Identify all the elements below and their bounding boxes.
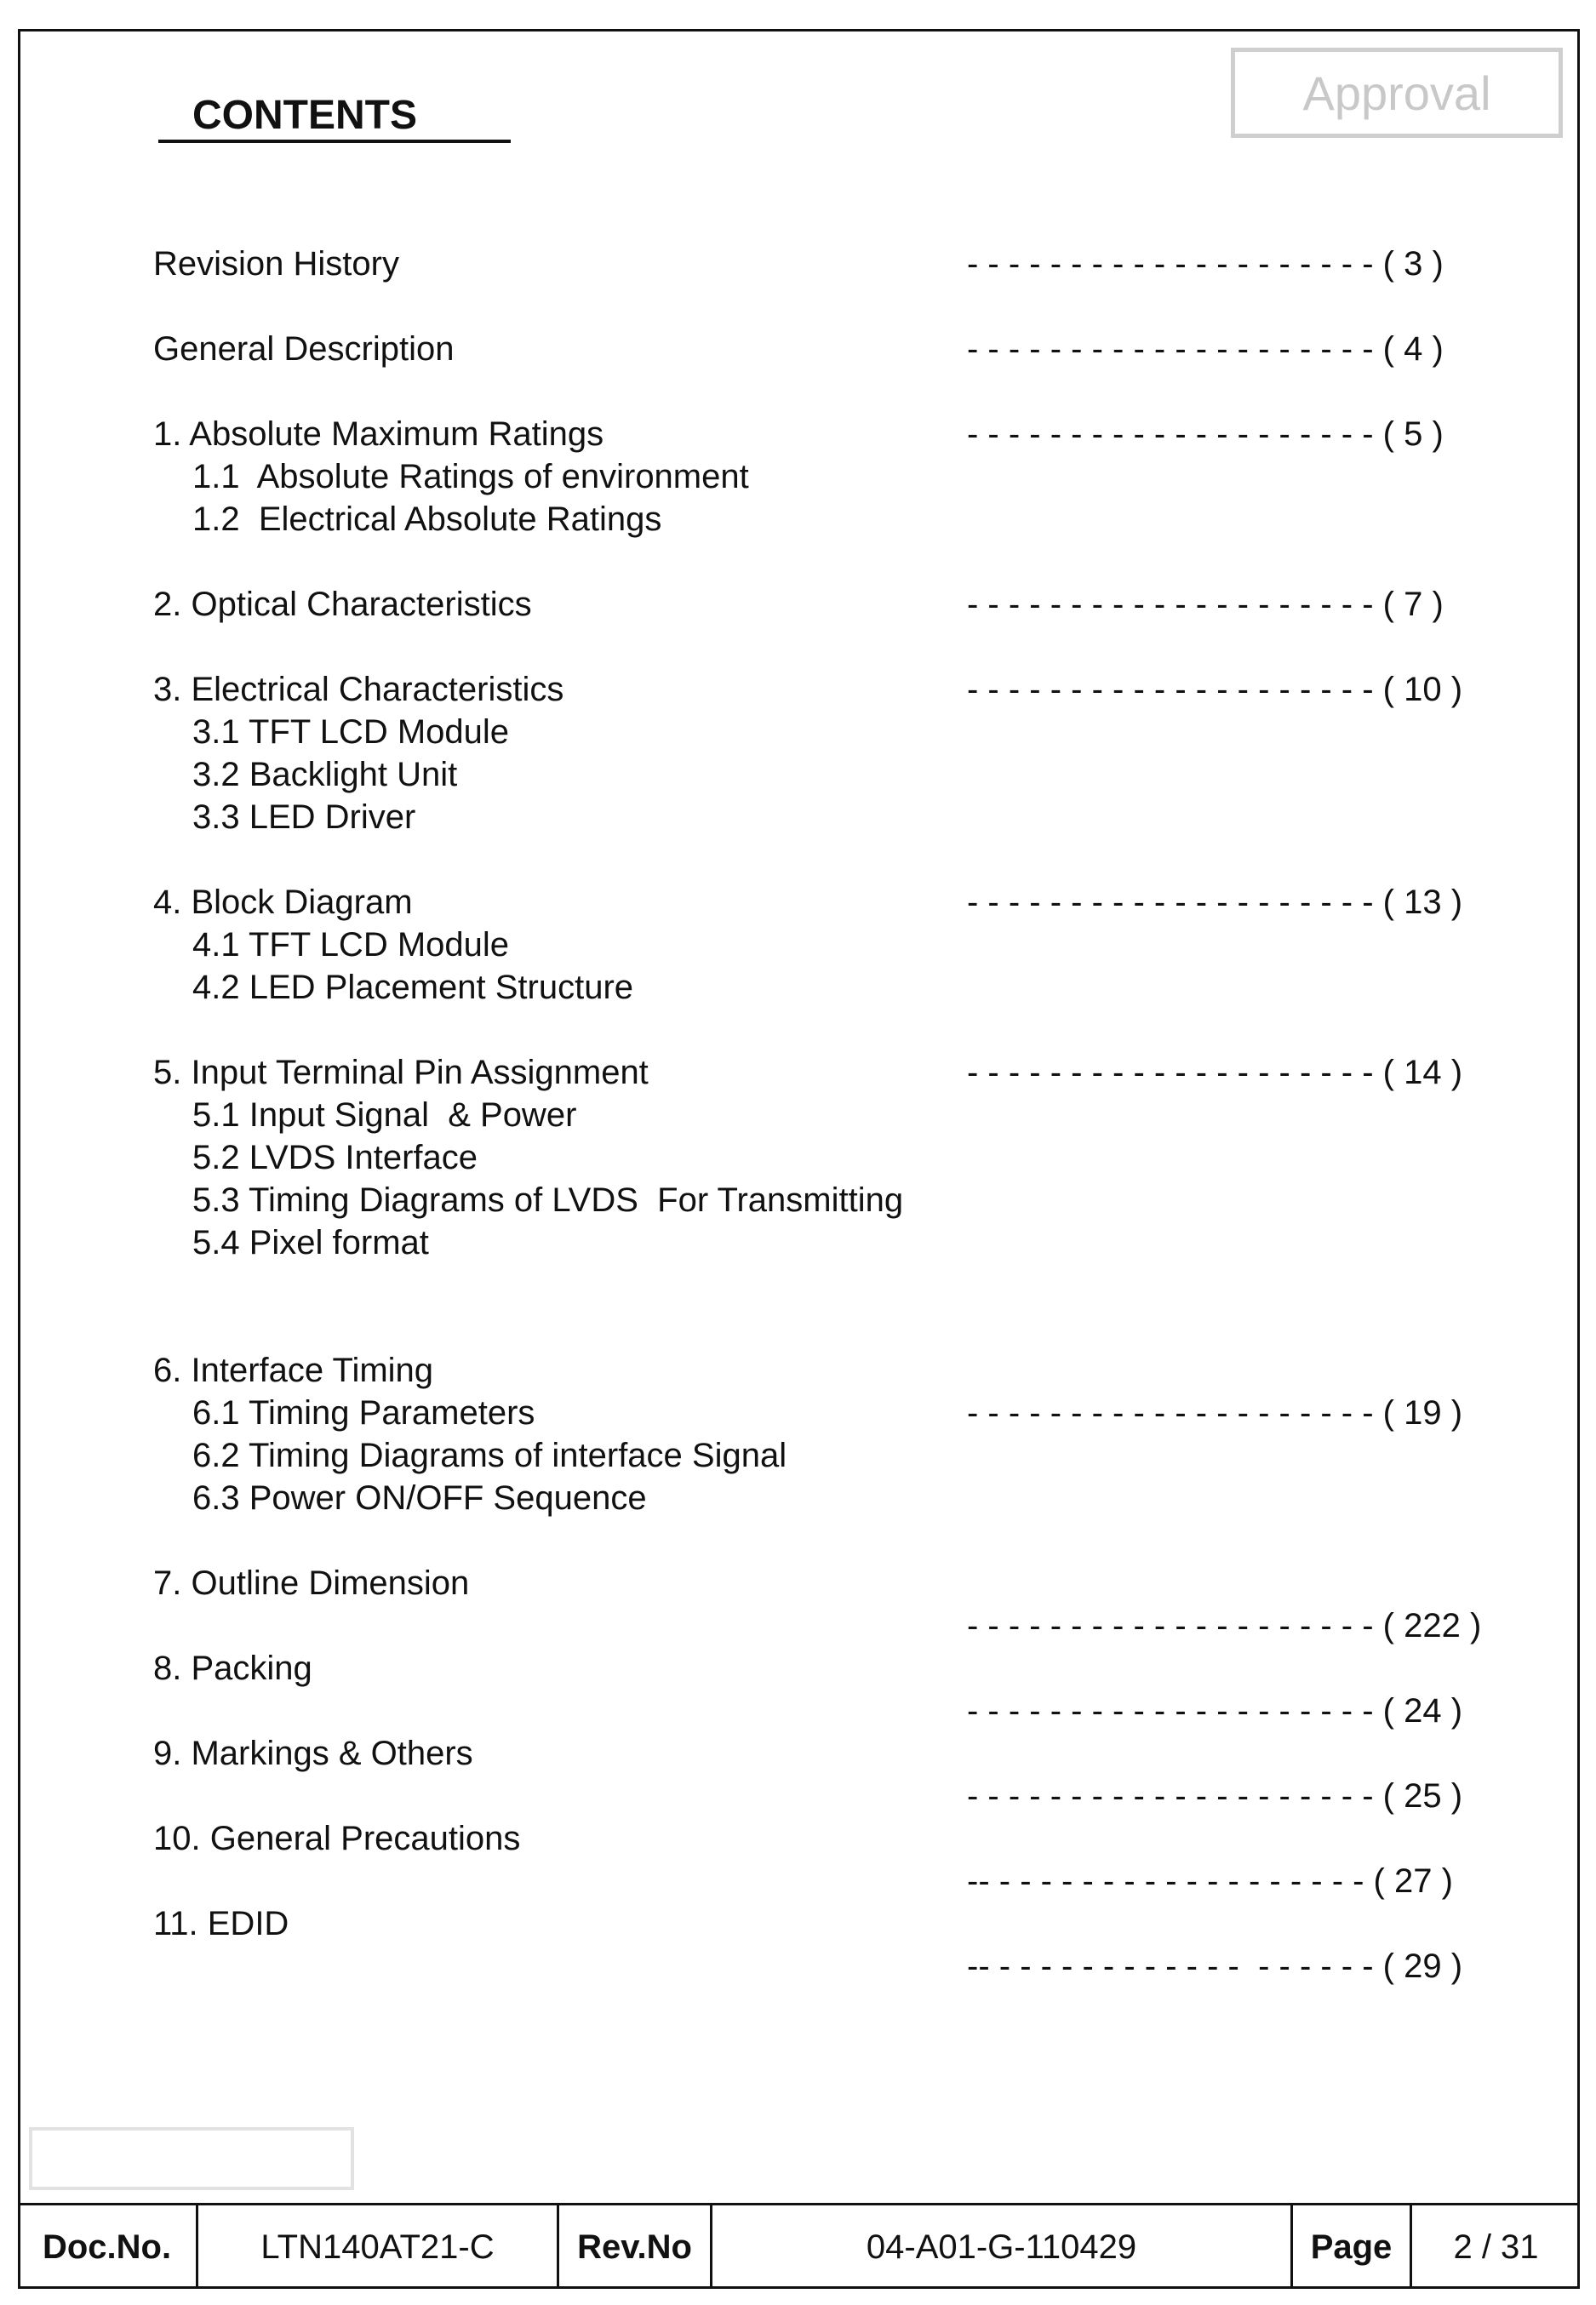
toc-page-section-11: -- - - - - - - - - - - - - - - - - - - ( 29 ) [967,1948,1463,1985]
toc-subentry-3-1[interactable]: 3.1 TFT LCD Module [192,713,510,751]
contents-heading: CONTENTS [192,93,417,138]
toc-entry-section-6[interactable]: 6. Interface Timing [153,1352,434,1389]
blank-signature-box [29,2127,354,2190]
revision-value: 04-A01-G-110429 [712,2205,1293,2289]
toc-subentry-4-1[interactable]: 4.1 TFT LCD Module [192,926,510,964]
toc-subentry-1-1[interactable]: 1.1 Absolute Ratings of environment [192,458,749,495]
toc-page-section-8: - - - - - - - - - - - - - - - - - - - - ( 24 ) [967,1692,1463,1730]
page-label: Page [1293,2205,1412,2289]
toc-subentry-4-2[interactable]: 4.2 LED Placement Structure [192,969,634,1006]
toc-entry-section-11[interactable]: 11. EDID [153,1905,289,1942]
toc-page-section-3: - - - - - - - - - - - - - - - - - - - - ( 10 ) [967,671,1463,708]
toc-entry-section-3[interactable]: 3. Electrical Characteristics [153,671,564,708]
doc-number-label: Doc.No. [18,2205,198,2289]
toc-page-section-5: - - - - - - - - - - - - - - - - - - - - ( 14 ) [967,1054,1463,1091]
toc-subentry-5-2[interactable]: 5.2 LVDS Interface [192,1139,478,1176]
toc-subentry-6-3[interactable]: 6.3 Power ON/OFF Sequence [192,1479,647,1517]
doc-number-value: LTN140AT21-C [198,2205,559,2289]
toc-page-section-6: - - - - - - - - - - - - - - - - - - - - ( 19 ) [967,1394,1463,1432]
toc-subentry-1-2[interactable]: 1.2 Electrical Absolute Ratings [192,500,662,538]
toc-page-section-10: -- - - - - - - - - - - - - - - - - - - ( 27 ) [967,1862,1453,1900]
toc-page-revision-history: - - - - - - - - - - - - - - - - - - - - ( 3 ) [967,245,1444,283]
toc-entry-section-4[interactable]: 4. Block Diagram [153,884,413,921]
heading-underline [158,140,511,143]
toc-subentry-3-3[interactable]: 3.3 LED Driver [192,798,416,836]
toc-page-section-2: - - - - - - - - - - - - - - - - - - - - ( 7 ) [967,586,1444,623]
toc-subentry-6-2[interactable]: 6.2 Timing Diagrams of interface Signal [192,1437,787,1474]
toc-page-general-description: - - - - - - - - - - - - - - - - - - - - ( 4 ) [967,330,1444,368]
toc-entry-section-8[interactable]: 8. Packing [153,1650,312,1687]
toc-page-section-9: - - - - - - - - - - - - - - - - - - - - ( 25 ) [967,1777,1463,1815]
document-footer [18,2203,1580,2289]
toc-entry-section-1[interactable]: 1. Absolute Maximum Ratings [153,415,604,453]
toc-page-section-1: - - - - - - - - - - - - - - - - - - - - ( 5 ) [967,415,1444,453]
toc-entry-section-2[interactable]: 2. Optical Characteristics [153,586,532,623]
toc-page-section-7: - - - - - - - - - - - - - - - - - - - - ( 222 ) [967,1607,1482,1644]
toc-subentry-5-3[interactable]: 5.3 Timing Diagrams of LVDS For Transmitting [192,1181,904,1219]
toc-entry-general-description[interactable]: General Description [153,330,455,368]
revision-label: Rev.No [559,2205,712,2289]
toc-entry-section-10[interactable]: 10. General Precautions [153,1820,521,1857]
toc-entry-revision-history[interactable]: Revision History [153,245,399,283]
toc-subentry-3-2[interactable]: 3.2 Backlight Unit [192,756,458,793]
approval-stamp [1231,48,1563,138]
toc-subentry-5-4[interactable]: 5.4 Pixel format [192,1224,429,1261]
toc-subentry-5-1[interactable]: 5.1 Input Signal & Power [192,1096,577,1134]
page-number: 2 / 31 [1453,2228,1539,2266]
approval-text: Approval [1302,66,1491,120]
toc-entry-section-5[interactable]: 5. Input Terminal Pin Assignment [153,1054,649,1091]
toc-entry-section-9[interactable]: 9. Markings & Others [153,1735,473,1772]
toc-entry-section-7[interactable]: 7. Outline Dimension [153,1564,470,1602]
toc-page-section-4: - - - - - - - - - - - - - - - - - - - - ( 13 ) [967,884,1463,921]
toc-subentry-6-1[interactable]: 6.1 Timing Parameters [192,1394,535,1432]
